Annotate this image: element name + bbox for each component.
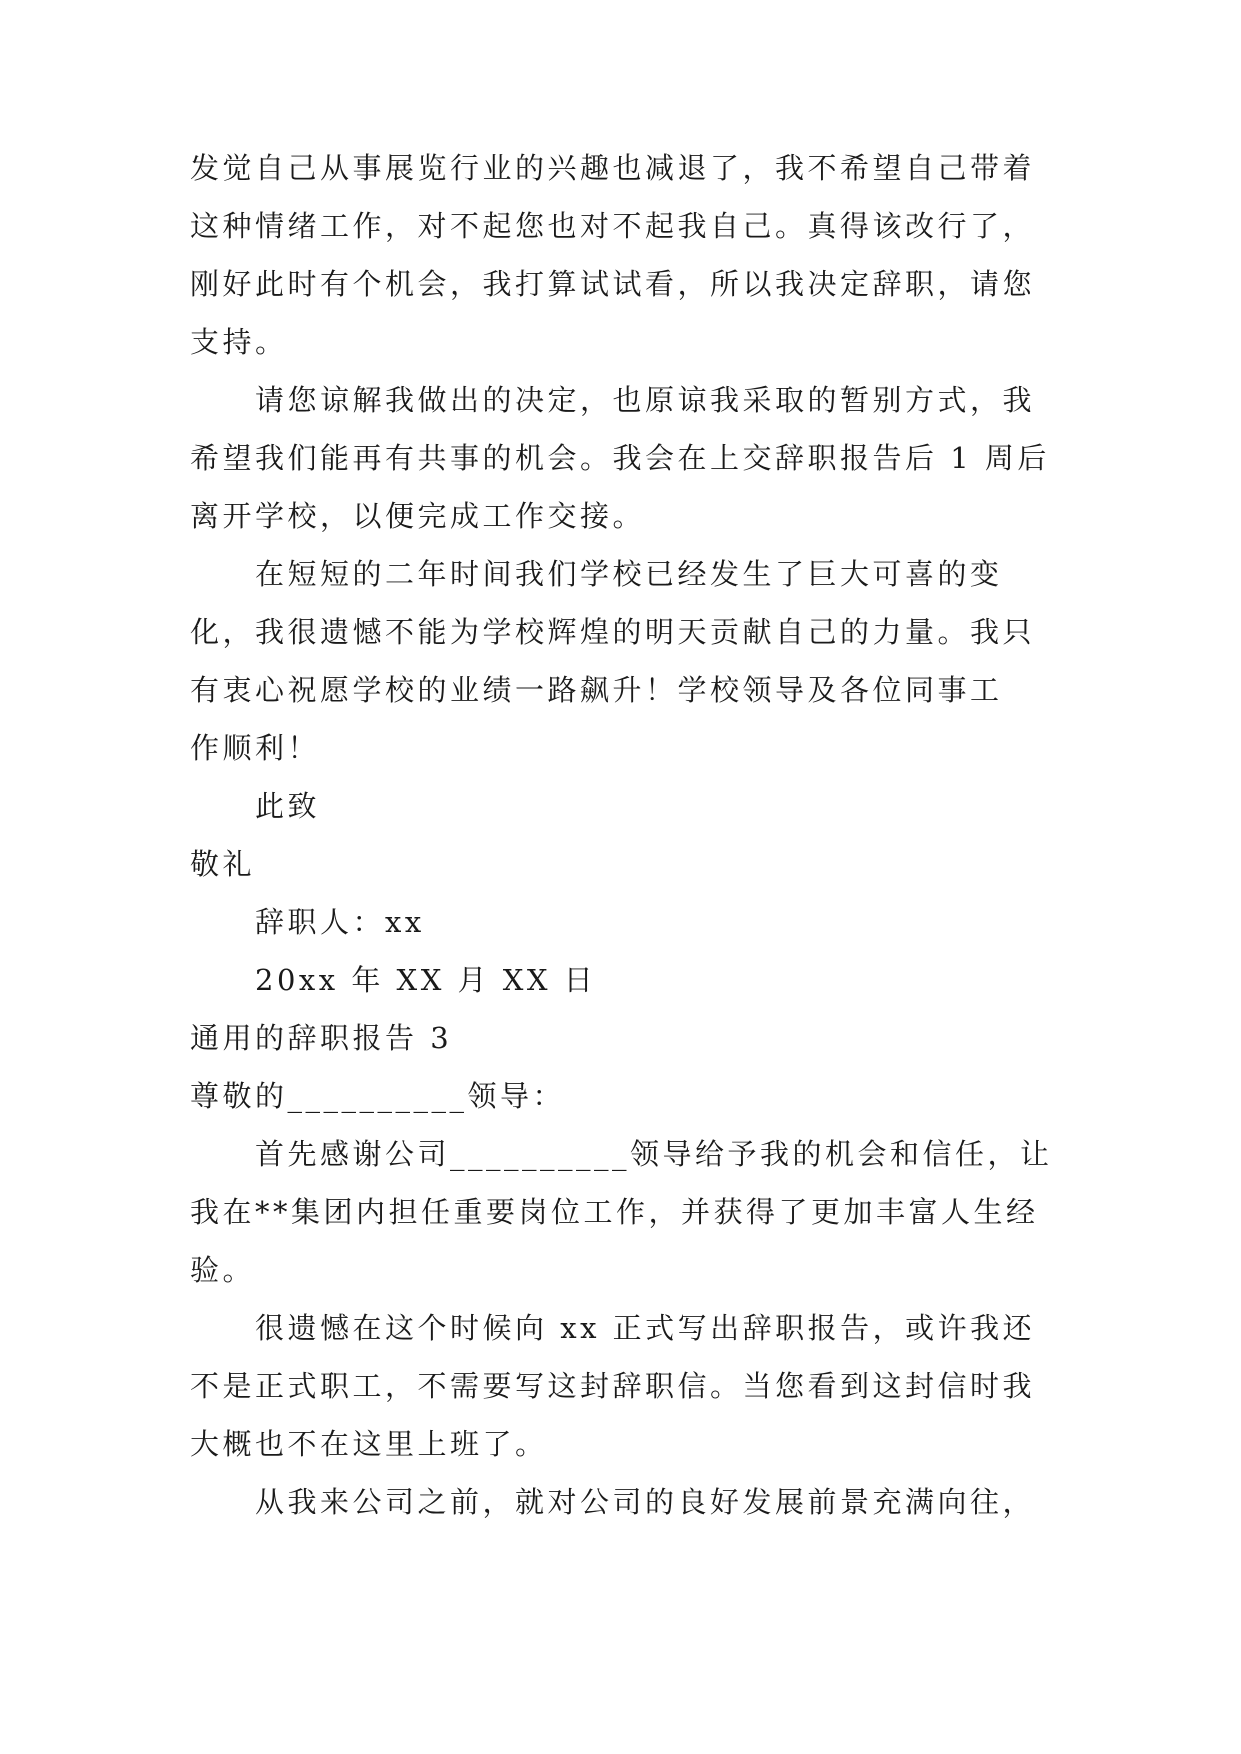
paragraph-first-line: 首先感谢公司__________领导给予我的机会和信任，让: [255, 1137, 1053, 1171]
paragraph-first-line: 很遗憾在这个时候向 xx 正式写出辞职报告，或许我还: [255, 1311, 1036, 1345]
closing-respect: 敬礼: [190, 847, 256, 881]
body-text-line: 支持。: [190, 325, 288, 359]
section-title: 通用的辞职报告 3: [190, 1021, 453, 1055]
paragraph-first-line: 请您谅解我做出的决定，也原谅我采取的暂别方式，我: [255, 383, 1036, 417]
body-text-line: 作顺利！: [190, 731, 321, 765]
paragraph-first-line: 从我来公司之前，就对公司的良好发展前景充满向往，: [255, 1485, 1036, 1519]
letter-greeting: 尊敬的__________领导：: [190, 1079, 566, 1113]
body-text-line: 发觉自己从事展览行业的兴趣也减退了，我不希望自己带着: [190, 151, 1036, 185]
body-text-line: 有衷心祝愿学校的业绩一路飙升！学校领导及各位同事工: [190, 673, 1003, 707]
signature-date: 20xx 年 XX 月 XX 日: [255, 963, 597, 997]
body-text-line: 不是正式职工，不需要写这封辞职信。当您看到这封信时我: [190, 1369, 1036, 1403]
body-text-line: 离开学校，以便完成工作交接。: [190, 499, 646, 533]
paragraph-first-line: 在短短的二年时间我们学校已经发生了巨大可喜的变: [255, 557, 1003, 591]
body-text-line: 希望我们能再有共事的机会。我会在上交辞职报告后 1 周后: [190, 441, 1050, 475]
body-text-line: 验。: [190, 1253, 256, 1287]
signature-name: 辞职人：xx: [255, 905, 425, 939]
body-text-line: 化，我很遗憾不能为学校辉煌的明天贡献自己的力量。我只: [190, 615, 1036, 649]
body-text-line: 大概也不在这里上班了。: [190, 1427, 548, 1461]
body-text-line: 这种情绪工作，对不起您也对不起我自己。真得该改行了，: [190, 209, 1036, 243]
body-text-line: 刚好此时有个机会，我打算试试看，所以我决定辞职，请您: [190, 267, 1036, 301]
closing-salutation: 此致: [255, 789, 321, 823]
body-text-line: 我在**集团内担任重要岗位工作，并获得了更加丰富人生经: [190, 1195, 1039, 1229]
